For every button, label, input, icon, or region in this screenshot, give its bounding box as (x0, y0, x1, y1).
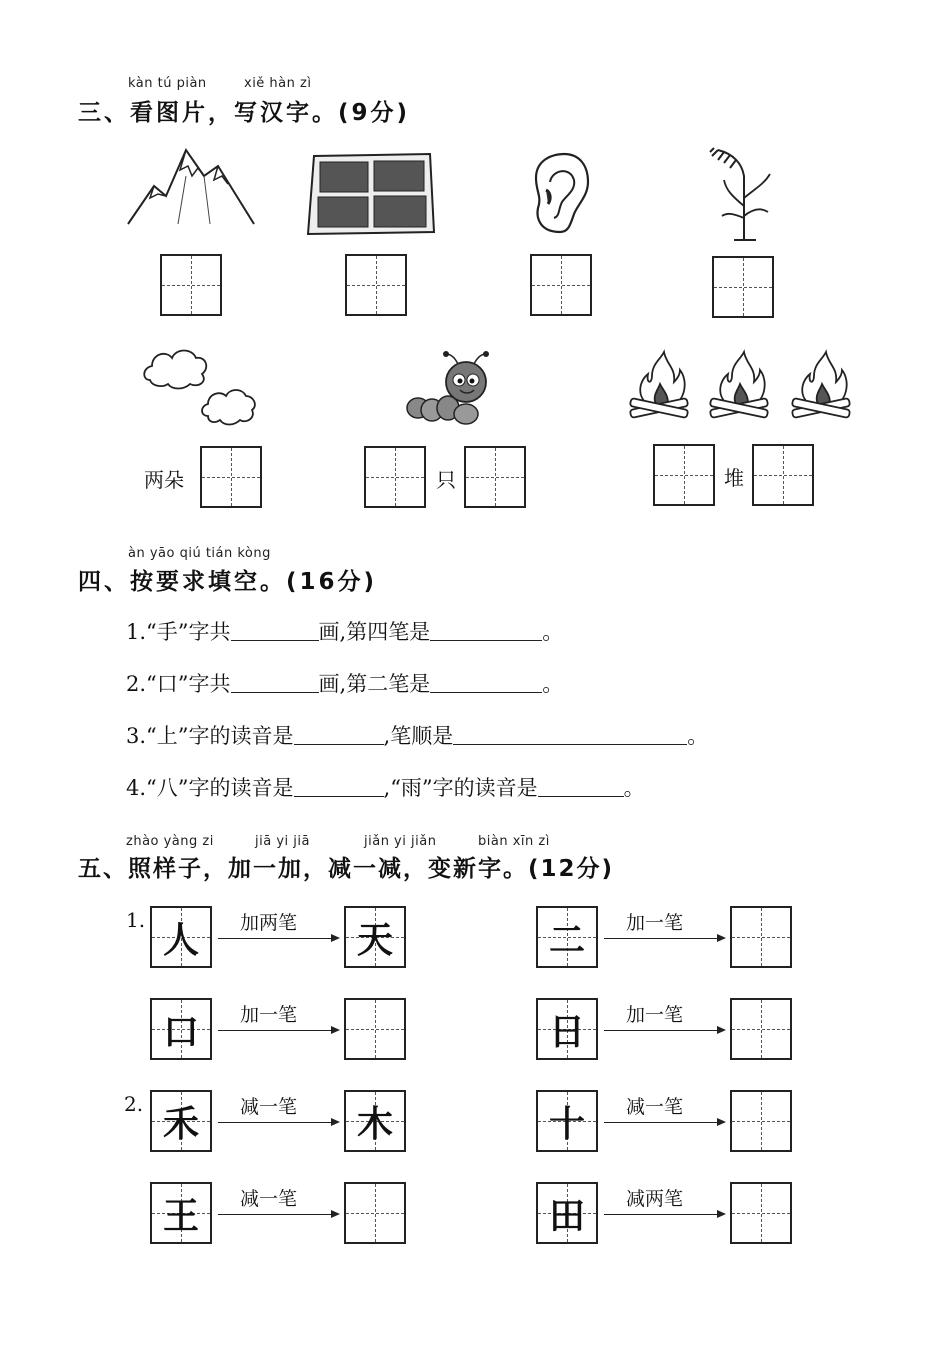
source-char-box: 日 (536, 998, 598, 1060)
q2-blank-second-stroke[interactable] (430, 672, 542, 693)
arrow (218, 1030, 338, 1031)
source-char-box: 人 (150, 906, 212, 968)
q3-blank-pinyin[interactable] (294, 724, 384, 745)
q4-blank-ba-pinyin[interactable] (294, 776, 384, 797)
operation-label: 加一笔 (626, 912, 684, 934)
answer-box-caterpillar-2[interactable] (464, 446, 526, 508)
arrow (604, 1122, 724, 1123)
q2-text-b: 画,第二笔是 (318, 672, 431, 696)
label-caterpillar: 只 (436, 468, 456, 492)
section5-pinyin-b: jiā yi jiā (255, 834, 310, 849)
q3-text-a: 3.“上”字的读音是 (126, 724, 294, 748)
arrow (604, 1030, 724, 1031)
operation-label: 加一笔 (626, 1004, 684, 1026)
section5-title: 五、照样子，加一加，减一减，变新字。(12分) (78, 856, 615, 882)
q2-text-a: 2.“口”字共 (126, 672, 231, 696)
mountain-icon (126, 146, 256, 228)
q4-text-c: 。 (623, 776, 645, 800)
label-fire: 堆 (724, 466, 744, 490)
operation-label: 减一笔 (240, 1188, 298, 1210)
answer-box[interactable] (730, 1182, 792, 1244)
source-char-box: 口 (150, 998, 212, 1060)
q3-blank-stroke-order[interactable] (453, 724, 687, 745)
answer-box[interactable] (344, 1182, 406, 1244)
clouds-icon (142, 344, 262, 430)
q1-text-c: 。 (542, 620, 564, 644)
section5-pinyin-a: zhào yàng zi (126, 834, 214, 849)
section4-pinyin: àn yāo qiú tián kòng (128, 546, 271, 561)
fire-icon (626, 350, 852, 422)
answer-box[interactable] (730, 906, 792, 968)
answer-box-clouds[interactable] (200, 446, 262, 508)
q4-text-a: 4.“八”字的读音是 (126, 776, 294, 800)
section3-pinyin-a: kàn tú piàn (128, 76, 207, 91)
q3-text-b: ,笔顺是 (383, 724, 454, 748)
label-clouds: 两朵 (144, 468, 184, 492)
example-answer-box: 天 (344, 906, 406, 968)
rice-plant-icon (704, 146, 784, 242)
answer-box-mountain[interactable] (160, 254, 222, 316)
answer-box-field[interactable] (345, 254, 407, 316)
example-answer-box: 木 (344, 1090, 406, 1152)
operation-label: 减一笔 (240, 1096, 298, 1118)
q2-blank-strokes[interactable] (231, 672, 319, 693)
q1-text-b: 画,第四笔是 (318, 620, 431, 644)
operation-label: 加一笔 (240, 1004, 298, 1026)
operation-label: 减两笔 (626, 1188, 684, 1210)
source-char-box: 十 (536, 1090, 598, 1152)
caterpillar-icon (404, 350, 494, 430)
answer-box-ear[interactable] (530, 254, 592, 316)
answer-box-fire-1[interactable] (653, 444, 715, 506)
source-char-box: 王 (150, 1182, 212, 1244)
source-char-box: 禾 (150, 1090, 212, 1152)
question-1 (126, 616, 563, 646)
q2-text-c: 。 (542, 672, 564, 696)
question-4 (126, 772, 645, 802)
answer-box-fire-2[interactable] (752, 444, 814, 506)
answer-box[interactable] (730, 998, 792, 1060)
section4-title: 四、按要求填空。(16分) (78, 569, 378, 595)
section3-pinyin-b: xiě hàn zì (244, 76, 312, 91)
arrow (604, 1214, 724, 1215)
answer-box[interactable] (344, 998, 406, 1060)
arrow (218, 1214, 338, 1215)
part-number-2: 2. (124, 1092, 144, 1116)
answer-box[interactable] (730, 1090, 792, 1152)
answer-box-rice[interactable] (712, 256, 774, 318)
q1-blank-strokes[interactable] (231, 620, 319, 641)
part-number-1: 1. (126, 908, 146, 932)
section5-pinyin-c: jiǎn yi jiǎn (364, 834, 437, 849)
answer-box-caterpillar-1[interactable] (364, 446, 426, 508)
operation-label: 减一笔 (626, 1096, 684, 1118)
arrow (604, 938, 724, 939)
section5-pinyin-d: biàn xīn zì (478, 834, 550, 849)
field-icon (306, 152, 436, 236)
q1-text-a: 1.“手”字共 (126, 620, 231, 644)
q1-blank-fourth-stroke[interactable] (430, 620, 542, 641)
question-3 (126, 720, 708, 750)
question-2 (126, 668, 563, 698)
source-char-box: 田 (536, 1182, 598, 1244)
arrow (218, 938, 338, 939)
ear-icon (530, 152, 590, 236)
operation-label: 加两笔 (240, 912, 298, 934)
q3-text-c: 。 (687, 724, 709, 748)
source-char-box: 二 (536, 906, 598, 968)
arrow (218, 1122, 338, 1123)
q4-text-b: ,“雨”字的读音是 (383, 776, 538, 800)
section3-title: 三、看图片，写汉字。(9分) (78, 100, 411, 126)
q4-blank-yu-pinyin[interactable] (538, 776, 624, 797)
